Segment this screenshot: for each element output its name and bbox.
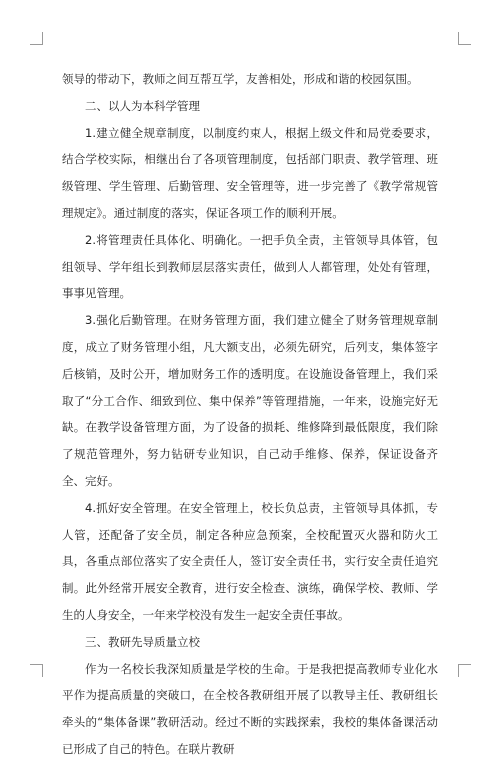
paragraph-teaching-research: 作为一名校长我深知质量是学校的生命。于是我把提高教师专业化水平作为提高质量的突破口，在全校各教研组开展了以教导主任、教研组长牵头的“集体备课”教研活动。经过不断的实践探索，我校的集体备课活动已形成了自己的特色。在联片教研	[62, 661, 438, 756]
paragraph-responsibility: 2.将管理责任具体化、明确化。一把手负全责，主管领导具体管，包组领导、学年组长到教师层层落实责任，做到人人都管理，处处有管理，事事见管理。	[62, 232, 438, 301]
paragraph-safety: 4.抓好安全管理。在安全管理上，校长负总责，主管领导具体抓，专人管，还配备了安全员，制定各种应急预案，全校配置灭火器和防火工具，各重点部位落实了安全责任人，签订安全责任书，实行安全责任追究制。此外经常开展安全教育，进行安全检查、演练，确保学校、教师、学生的人身安全，一年来学校没有发生一起安全责任事故。	[62, 500, 438, 622]
section-heading-3: 三、教研先导质量立校	[85, 634, 200, 649]
crop-mark-bottom-left	[30, 664, 43, 677]
document-body	[62, 66, 438, 763]
paragraph-continuation: 领导的带动下，教师之间互帮互学，友善相处，形成和谐的校园氛围。	[62, 72, 419, 86]
section-heading-2: 二、以人为本科学管理	[85, 98, 200, 113]
paragraph-rules: 1.建立健全规章制度，以制度约束人，根据上级文件和局党委要求，结合学校实际，相继出台了各项管理制度，包括部门职责、教学管理、班级管理、学生管理、后勤管理、安全管理等，进一步完善了《教学常规管理规定》。通过制度的落实，保证各项工作的顺利开展。	[62, 125, 438, 220]
crop-mark-top-left	[30, 32, 43, 45]
crop-mark-top-right	[458, 32, 471, 45]
crop-mark-bottom-right	[458, 664, 471, 677]
paragraph-logistics: 3.强化后勤管理。在财务管理方面，我们建立健全了财务管理规章制度，成立了财务管理小组，凡大额支出，必须先研究，后列支，集体签字后核销，及时公开，增加财务工作的透明度。在设施设备管理上，我们采取了“分工合作、细致到位、集中保养”等管理措施，一年来，设施完好无缺。在教学设备管理方面，为了设备的损耗、维修降到最低限度，我们除了规范管理外，努力钻研专业知识，自己动手维修、保养，保证设备齐全、完好。	[62, 313, 438, 488]
